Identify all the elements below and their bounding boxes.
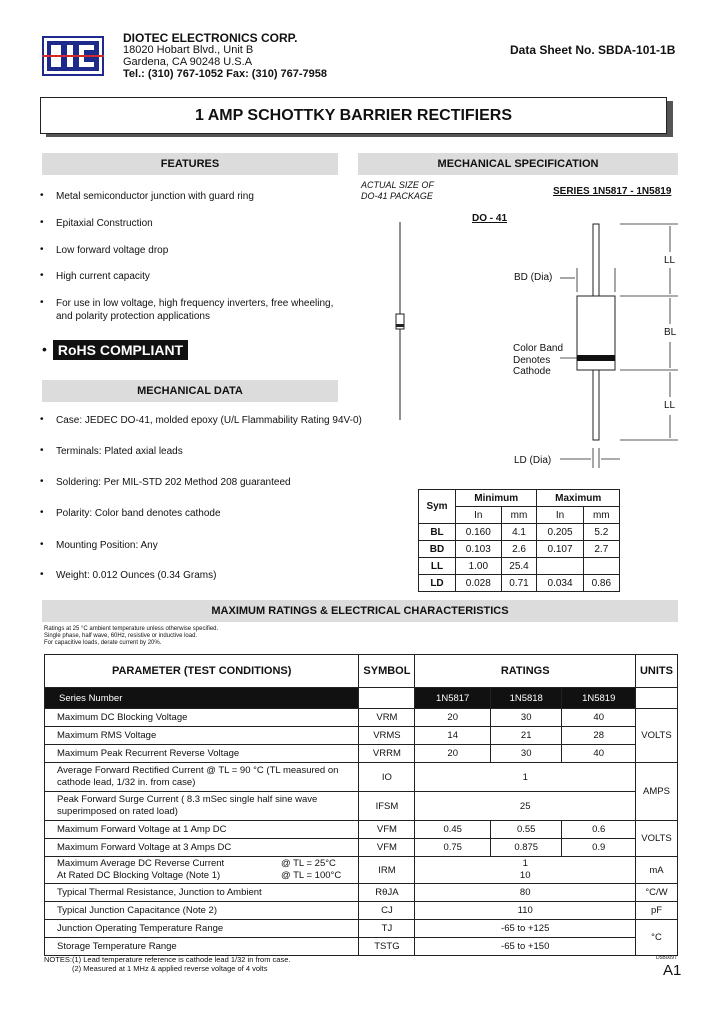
table-row (45, 884, 678, 902)
value-cell: -65 to +150 (415, 938, 636, 956)
symbol-cell: VRMS (359, 727, 415, 745)
table-row (45, 792, 678, 821)
dims-cell: 0.103 (456, 541, 502, 558)
dims-max-header: Maximum (537, 490, 620, 507)
dims-cell: LL (419, 558, 456, 575)
dimensions-table (418, 489, 620, 592)
mech-spec-heading-text: MECHANICAL SPECIFICATION (437, 158, 599, 170)
document-code: D5B0097 (656, 955, 677, 961)
value-cell: -65 to +125 (415, 920, 636, 938)
unit-cell: AMPS (635, 763, 677, 821)
dims-cell: 0.107 (537, 541, 583, 558)
dims-cell: 2.6 (501, 541, 537, 558)
package-label: DO-41 PACKAGE (361, 191, 433, 201)
rohs-text: RoHS COMPLIANT (57, 342, 184, 358)
unit-cell: mA (635, 857, 677, 884)
series-cell: 1N5818 (490, 688, 562, 709)
color-band-label-2: Denotes (513, 355, 551, 366)
feature-item-continued: and polarity protection applications (56, 311, 210, 322)
col-symbol-header: SYMBOL (359, 655, 415, 688)
table-row (419, 558, 620, 575)
table-row (45, 745, 678, 763)
value-cell: 1 (522, 858, 528, 869)
param-cell: Storage Temperature Range (45, 938, 359, 956)
footnote-1: (1) Lead temperature reference is cathode lead 1/32 in from case. (72, 955, 291, 964)
dims-sym-header: Sym (419, 490, 456, 524)
mech-spec-heading (358, 153, 678, 175)
color-band-label-3: Cathode (513, 366, 551, 377)
feature-item: • High current capacity (44, 271, 150, 282)
param-cell: Maximum Forward Voltage at 1 Amp DC (45, 821, 359, 839)
bl-label: BL (664, 327, 677, 338)
ll-bottom-label: LL (664, 400, 676, 411)
feature-item: • Metal semiconductor junction with guard ring (44, 191, 254, 202)
table-row (45, 938, 678, 956)
mech-data-heading-text: MECHANICAL DATA (137, 385, 243, 397)
param-cell-line: Average Forward Rectified Current @ TL = 90 °C (TL measured on (57, 765, 339, 776)
value-cell: 0.55 (490, 821, 562, 839)
unit-cell: °C (635, 920, 677, 956)
dims-cell: 0.71 (501, 575, 537, 592)
dims-cell: BD (419, 541, 456, 558)
dims-cell: 0.034 (537, 575, 583, 592)
col-units-header: UNITS (635, 655, 677, 688)
param-cell: Typical Junction Capacitance (Note 2) (45, 902, 359, 920)
ld-label: LD (Dia) (514, 455, 552, 466)
param-cell-line: Peak Forward Surge Current ( 8.3 mSec single half sine wave (57, 794, 318, 805)
feature-item: • Epitaxial Construction (44, 218, 153, 229)
param-cell-line: At Rated DC Blocking Voltage (Note 1) (57, 870, 221, 881)
table-row (419, 575, 620, 592)
series-number-label: Series Number (45, 688, 359, 709)
param-cell-line: cathode lead, 1/32 in. from case) (57, 777, 196, 788)
ratings-note-1: Ratings at 25 °C ambient temperature unless otherwise specified. (44, 626, 219, 632)
col-param-header: PARAMETER (TEST CONDITIONS) (45, 655, 359, 688)
value-cell: 1 (415, 763, 636, 792)
value-cell: 30 (490, 709, 562, 727)
dims-cell (537, 558, 583, 575)
bd-label: BD (Dia) (514, 272, 553, 283)
feature-item: • For use in low voltage, high frequency inverters, free wheeling, (44, 298, 333, 309)
dims-cell: LD (419, 575, 456, 592)
condition-25c: @ TL = 25°C (281, 858, 336, 869)
address-line1: 18020 Hobart Blvd., Unit B (123, 44, 254, 56)
dims-cell: 25.4 (501, 558, 537, 575)
dims-cell: 4.1 (501, 524, 537, 541)
unit-cell: VOLTS (635, 821, 677, 857)
table-row (45, 920, 678, 938)
features-heading (42, 153, 338, 175)
param-cell: Maximum Forward Voltage at 3 Amps DC (45, 839, 359, 857)
dims-cell: 0.160 (456, 524, 502, 541)
dims-mm-header: mm (501, 507, 537, 524)
diode-drawing (560, 222, 680, 472)
symbol-cell: IRM (359, 857, 415, 884)
ratings-heading (42, 600, 678, 622)
table-row (45, 688, 678, 709)
color-band-label: Color Band (513, 343, 564, 354)
table-row (45, 763, 678, 792)
ratings-heading-text: MAXIMUM RATINGS & ELECTRICAL CHARACTERISTICS (211, 605, 509, 617)
ll-top-label: LL (664, 255, 676, 266)
series-label: SERIES 1N5817 - 1N5819 (553, 186, 672, 197)
param-cell-line: superimposed on rated load) (57, 806, 178, 817)
param-cell: Typical Thermal Resistance, Junction to Ambient (45, 884, 359, 902)
dims-min-header: Minimum (456, 490, 537, 507)
dims-cell (583, 558, 619, 575)
dims-in-header: In (456, 507, 502, 524)
symbol-cell: TJ (359, 920, 415, 938)
table-row (419, 490, 620, 507)
param-cell: Maximum Peak Recurrent Reverse Voltage (45, 745, 359, 763)
value-cell: 30 (490, 745, 562, 763)
table-row (45, 857, 678, 884)
value-cell: 110 (415, 902, 636, 920)
param-cell: Maximum DC Blocking Voltage (45, 709, 359, 727)
mech-data-item: • Case: JEDEC DO-41, molded epoxy (U/L Flammability Rating 94V-0) (44, 415, 362, 426)
dims-cell: 0.205 (537, 524, 583, 541)
dims-cell: BL (419, 524, 456, 541)
dims-cell: 1.00 (456, 558, 502, 575)
symbol-cell: VRM (359, 709, 415, 727)
dims-mm-header: mm (583, 507, 619, 524)
dims-cell: 2.7 (583, 541, 619, 558)
phone-fax: Tel.: (310) 767-1052 Fax: (310) 767-7958 (123, 68, 328, 80)
table-row (45, 709, 678, 727)
mech-data-item: • Terminals: Plated axial leads (44, 446, 183, 457)
table-row (45, 839, 678, 857)
do41-label: DO - 41 (472, 213, 508, 224)
symbol-cell: VFM (359, 839, 415, 857)
ratings-note-2: Single phase, half wave, 60Hz, resistive or inductive load. (44, 633, 198, 639)
company-logo (42, 36, 104, 76)
mech-data-item: • Polarity: Color band denotes cathode (44, 508, 221, 519)
ratings-table (44, 654, 678, 956)
symbol-cell: CJ (359, 902, 415, 920)
dims-cell: 0.028 (456, 575, 502, 592)
value-cell: 20 (415, 745, 490, 763)
value-cell: 10 (519, 870, 531, 881)
symbol-cell: IFSM (359, 792, 415, 821)
symbol-cell: VRRM (359, 745, 415, 763)
footnote-2: (2) Measured at 1 MHz & applied reverse voltage of 4 volts (72, 964, 268, 973)
table-row (45, 902, 678, 920)
value-cell: 0.45 (415, 821, 490, 839)
table-row (419, 524, 620, 541)
mech-data-item: • Mounting Position: Any (44, 540, 158, 551)
actual-size-diode (390, 222, 410, 420)
feature-item: • Low forward voltage drop (44, 245, 168, 256)
mech-data-item: • Soldering: Per MIL-STD 202 Method 208 guaranteed (44, 477, 291, 488)
mech-data-heading (42, 380, 338, 402)
value-cell: 0.6 (562, 821, 636, 839)
actual-size-label: ACTUAL SIZE OF (361, 180, 434, 190)
value-cell: 28 (562, 727, 636, 745)
table-row (45, 727, 678, 745)
value-cell: 40 (562, 745, 636, 763)
series-cell: 1N5819 (562, 688, 636, 709)
series-cell: 1N5817 (415, 688, 490, 709)
table-row (45, 821, 678, 839)
param-cell-line: Maximum Average DC Reverse Current (57, 858, 225, 869)
notes-label: NOTES: (44, 955, 72, 964)
table-row (45, 655, 678, 688)
dims-cell: 0.86 (583, 575, 619, 592)
title-box (40, 97, 667, 134)
address-line2: Gardena, CA 90248 U.S.A (123, 56, 253, 68)
param-cell: Maximum RMS Voltage (45, 727, 359, 745)
param-cell: Junction Operating Temperature Range (45, 920, 359, 938)
unit-cell: pF (635, 902, 677, 920)
symbol-cell: IO (359, 763, 415, 792)
ratings-note-3: For capacitive loads, derate current by 20%. (44, 640, 162, 646)
value-cell: 20 (415, 709, 490, 727)
value-cell: 21 (490, 727, 562, 745)
page-title: 1 AMP SCHOTTKY BARRIER RECTIFIERS (194, 106, 513, 124)
unit-cell: °C/W (635, 884, 677, 902)
value-cell: 25 (415, 792, 636, 821)
dims-in-header: In (537, 507, 583, 524)
datasheet-number: Data Sheet No. SBDA-101-1B (510, 43, 676, 57)
value-cell: 14 (415, 727, 490, 745)
condition-100c: @ TL = 100°C (281, 870, 342, 881)
value-cell: 80 (415, 884, 636, 902)
dims-cell: 5.2 (583, 524, 619, 541)
symbol-cell: RθJA (359, 884, 415, 902)
value-cell: 0.9 (562, 839, 636, 857)
features-heading-text: FEATURES (160, 158, 220, 170)
symbol-cell: VFM (359, 821, 415, 839)
page-number: A1 (663, 962, 682, 979)
value-cell: 40 (562, 709, 636, 727)
unit-cell: VOLTS (635, 709, 677, 763)
symbol-cell: TSTG (359, 938, 415, 956)
mech-data-item: • Weight: 0.012 Ounces (0.34 Grams) (44, 570, 216, 581)
rohs-badge (53, 340, 188, 360)
value-cell: 0.75 (415, 839, 490, 857)
value-cell: 0.875 (490, 839, 562, 857)
rohs-bullet: • (42, 341, 47, 357)
company-name: DIOTEC ELECTRONICS CORP. (123, 31, 298, 45)
col-ratings-header: RATINGS (415, 655, 636, 688)
table-row (419, 541, 620, 558)
